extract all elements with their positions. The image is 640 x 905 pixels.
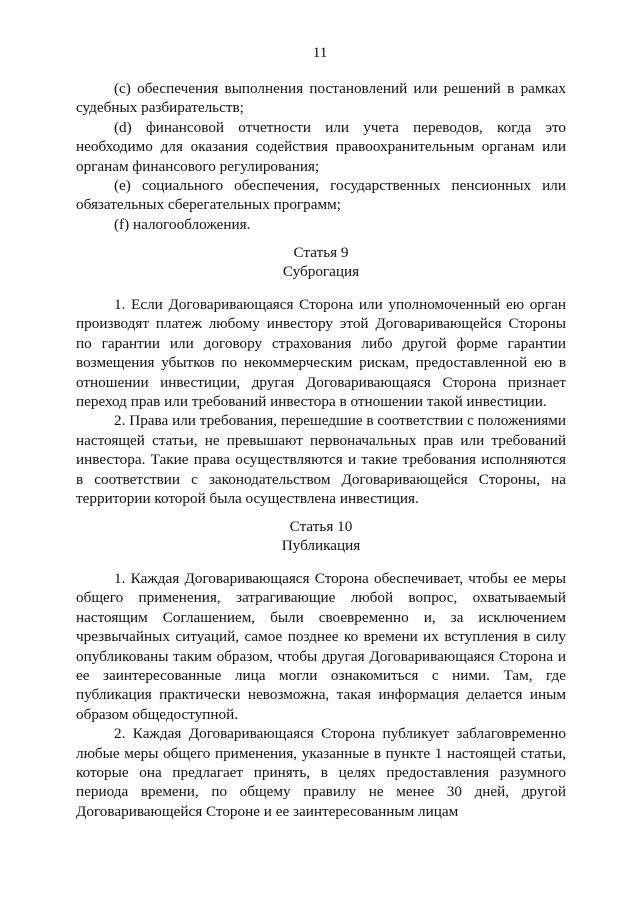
- article-number: Статья 9: [293, 244, 349, 261]
- article-title: Суброгация: [282, 263, 360, 281]
- exceptions-list: [76, 79, 566, 234]
- article-number: Статья 10: [289, 518, 353, 535]
- list-item: (d) финансовой отчетности или учета переводов, когда это необходимо для оказания содействия правоохранительным органам или органам финансового регулирования;: [76, 118, 566, 175]
- article-9-body: [76, 295, 566, 508]
- article-title: Публикация: [281, 537, 361, 555]
- paragraph: 2. Каждая Договаривающаяся Сторона публикует заблаговременно любые меры общего применения, указанные в пункте 1 настоящей статьи, которые она предлагает принять, в целях предоставления разумного периода времени, по общему правилу не менее 30 дней, другой Договаривающейся Стороне и ее заинтересованным лицам: [76, 725, 566, 820]
- list-item: (f) налогообложения.: [114, 215, 251, 233]
- list-item: (c) обеспечения выполнения постановлений или решений в рамках судебных разбирательств;: [76, 80, 566, 117]
- paragraph: 1. Каждая Договаривающаяся Сторона обеспечивает, чтобы ее меры общего применения, затрагивающие любой вопрос, охватываемый настоящим Соглашением, были своевременно и, за исключением чрезвычайных ситуаций, самое позднее ко времени их вступления в силу опубликованы таким образом, чтобы другая Договаривающаяся Сторона и ее заинтересованные лица могли ознакомиться с ними. Там, где публикация практически невозможна, такая информация делается иным образом общедоступной.: [76, 570, 566, 723]
- article-10-body: [76, 569, 566, 821]
- article-10-heading: [76, 517, 566, 556]
- page-number: 11: [312, 44, 328, 61]
- paragraph: 2. Права или требования, перешедшие в соответствии с положениями настоящей статьи, не превышают первоначальных прав или требований инвестора. Такие права осуществляются и такие требования исполняются в соответствии с законодательством Договаривающейся Стороны, на территории которой была осуществлена инвестиция.: [76, 412, 566, 508]
- list-item: (e) социального обеспечения, государственных пенсионных или обязательных сберегательных программ;: [76, 177, 566, 214]
- article-9-heading: [76, 243, 566, 282]
- paragraph: 1. Если Договаривающаяся Сторона или уполномоченный ею орган производят платеж любому инвестору этой Договаривающейся Стороны по гарантии или договору страхования либо другой форме гарантии возмещения убытков по некоммерческим рискам, предоставленной ею в отношении инвестиции, другая Договаривающаяся Сторона признает переход прав или требований инвестора в отношении такой инвестиции.: [76, 296, 566, 411]
